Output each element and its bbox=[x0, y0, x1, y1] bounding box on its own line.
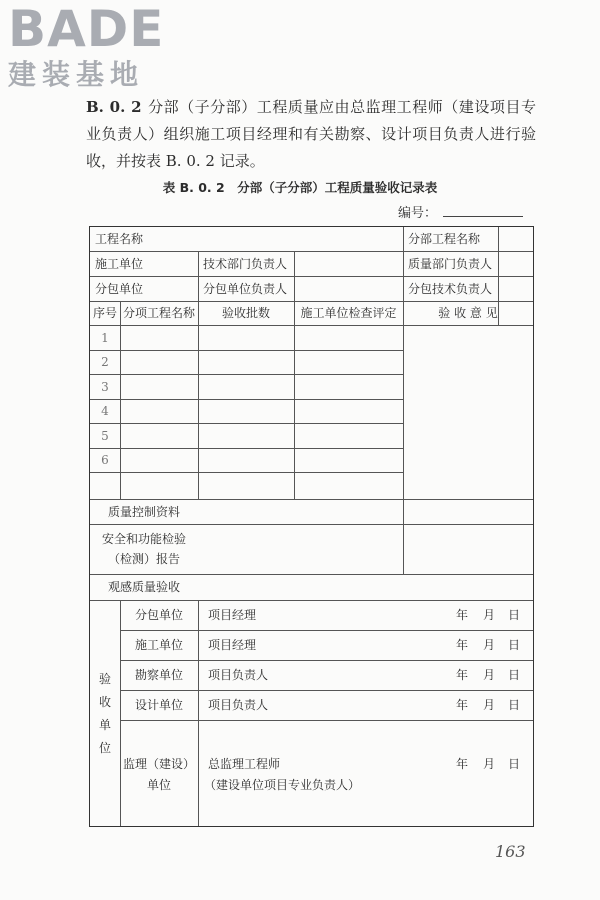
grid-line bbox=[90, 276, 533, 277]
grid-line bbox=[90, 448, 403, 449]
grid-line bbox=[90, 472, 403, 473]
signer-role: 项目经理 bbox=[208, 638, 257, 652]
date-year: 年 bbox=[456, 668, 469, 682]
grid-line bbox=[90, 399, 403, 400]
date-month: 月 bbox=[483, 757, 496, 771]
col-opinion: 验 收 意 见 bbox=[438, 306, 498, 320]
row-number: 3 bbox=[101, 380, 109, 394]
serial-label: 编号： bbox=[398, 206, 438, 221]
table-title: 表 B. 0. 2 分部（子分部）工程质量验收记录表 bbox=[162, 180, 438, 195]
grid-line bbox=[90, 251, 533, 252]
grid-line bbox=[120, 301, 121, 499]
date-day: 日 bbox=[508, 757, 521, 771]
date-day: 日 bbox=[508, 668, 521, 682]
col-self-check: 施工单位检查评定 bbox=[300, 306, 397, 320]
date-month: 月 bbox=[483, 608, 496, 622]
grid-line bbox=[90, 301, 533, 302]
acceptance-label-char: 验 bbox=[98, 672, 111, 686]
date-day: 日 bbox=[508, 608, 521, 622]
date-month: 月 bbox=[483, 698, 496, 712]
col-batch-count: 验收批数 bbox=[221, 306, 270, 320]
clause-paragraph bbox=[86, 94, 536, 175]
date-year: 年 bbox=[456, 638, 469, 652]
grid-line bbox=[294, 251, 295, 499]
grid-line bbox=[120, 660, 533, 661]
construction-project-head-label: （建设单位项目专业负责人） bbox=[204, 778, 361, 792]
serial-number bbox=[398, 202, 523, 221]
row-number: 5 bbox=[101, 429, 109, 443]
quality-docs-label: 质量控制资料 bbox=[107, 505, 180, 519]
date-month: 月 bbox=[483, 638, 496, 652]
grid-line bbox=[90, 600, 533, 601]
construction-unit-sign: 施工单位 bbox=[134, 638, 183, 652]
signer-role: 项目经理 bbox=[208, 608, 257, 622]
logo bbox=[8, 0, 165, 92]
grid-line bbox=[120, 600, 121, 826]
subcontract-unit-head-label: 分包单位负责人 bbox=[203, 282, 288, 296]
subcontract-unit-label: 分包单位 bbox=[95, 282, 144, 296]
grid-line bbox=[90, 524, 533, 525]
row-number: 4 bbox=[101, 404, 109, 418]
tech-dept-head-label: 技术部门负责人 bbox=[203, 257, 288, 271]
date-day: 日 bbox=[508, 638, 521, 652]
col-item-name: 分项工程名称 bbox=[122, 306, 195, 320]
construction-unit-label: 施工单位 bbox=[95, 257, 144, 271]
date-month: 月 bbox=[483, 668, 496, 682]
grid-line bbox=[90, 350, 403, 351]
signer-role: 项目负责人 bbox=[208, 668, 269, 682]
grid-line bbox=[120, 630, 533, 631]
acceptance-unit-label bbox=[98, 668, 112, 760]
grid-line bbox=[198, 600, 199, 826]
grid-line bbox=[90, 574, 533, 575]
grid-line bbox=[120, 720, 533, 721]
grid-line bbox=[90, 325, 533, 326]
subcontract-unit-sign: 分包单位 bbox=[134, 608, 183, 622]
date-year: 年 bbox=[456, 757, 469, 771]
grid-line bbox=[120, 690, 533, 691]
logo-subtitle: 建装基地 bbox=[8, 58, 145, 91]
acceptance-label-char: 位 bbox=[98, 741, 111, 755]
acceptance-label-char: 单 bbox=[98, 718, 111, 732]
grid-line bbox=[403, 227, 404, 574]
row-number: 2 bbox=[101, 355, 109, 369]
subcontract-tech-head-label: 分包技术负责人 bbox=[408, 282, 493, 296]
acceptance-record-table bbox=[89, 226, 534, 827]
supervision-unit-line1: 监理（建设） bbox=[122, 757, 195, 771]
grid-line bbox=[198, 251, 199, 499]
row-number: 1 bbox=[101, 331, 109, 345]
clause-number: B. 0. 2 bbox=[86, 98, 142, 116]
survey-unit-sign: 勘察单位 bbox=[134, 668, 183, 682]
grid-line bbox=[90, 423, 403, 424]
date-year: 年 bbox=[456, 608, 469, 622]
col-seq: 序号 bbox=[92, 306, 117, 320]
date-day: 日 bbox=[508, 698, 521, 712]
safety-function-label-line2: （检测）报告 bbox=[107, 552, 180, 566]
acceptance-label-char: 收 bbox=[98, 695, 111, 709]
serial-blank-line bbox=[443, 204, 523, 217]
quality-dept-head-label: 质量部门负责人 bbox=[408, 257, 493, 271]
page-number: 163 bbox=[495, 842, 526, 861]
row-number: 6 bbox=[101, 453, 109, 467]
sub-project-name-label: 分部工程名称 bbox=[408, 232, 481, 246]
design-unit-sign: 设计单位 bbox=[134, 698, 183, 712]
grid-line bbox=[90, 499, 533, 500]
grid-line bbox=[90, 374, 403, 375]
chief-supervisor-label: 总监理工程师 bbox=[208, 757, 281, 771]
safety-function-label-line1: 安全和功能检验 bbox=[101, 532, 186, 546]
supervision-unit-line2: 单位 bbox=[146, 778, 171, 792]
signer-role: 项目负责人 bbox=[208, 698, 269, 712]
logo-brand: BADE bbox=[8, 0, 165, 58]
appearance-label: 观感质量验收 bbox=[107, 580, 180, 594]
clause-text: 分部（子分部）工程质量应由总监理工程师（建设项目专业负责人）组织施工项目经理和有关勘察、设计项目负责人进行验收，并按表 B. 0. 2 记录。 bbox=[86, 98, 536, 170]
date-year: 年 bbox=[456, 698, 469, 712]
project-name-label: 工程名称 bbox=[95, 232, 144, 246]
